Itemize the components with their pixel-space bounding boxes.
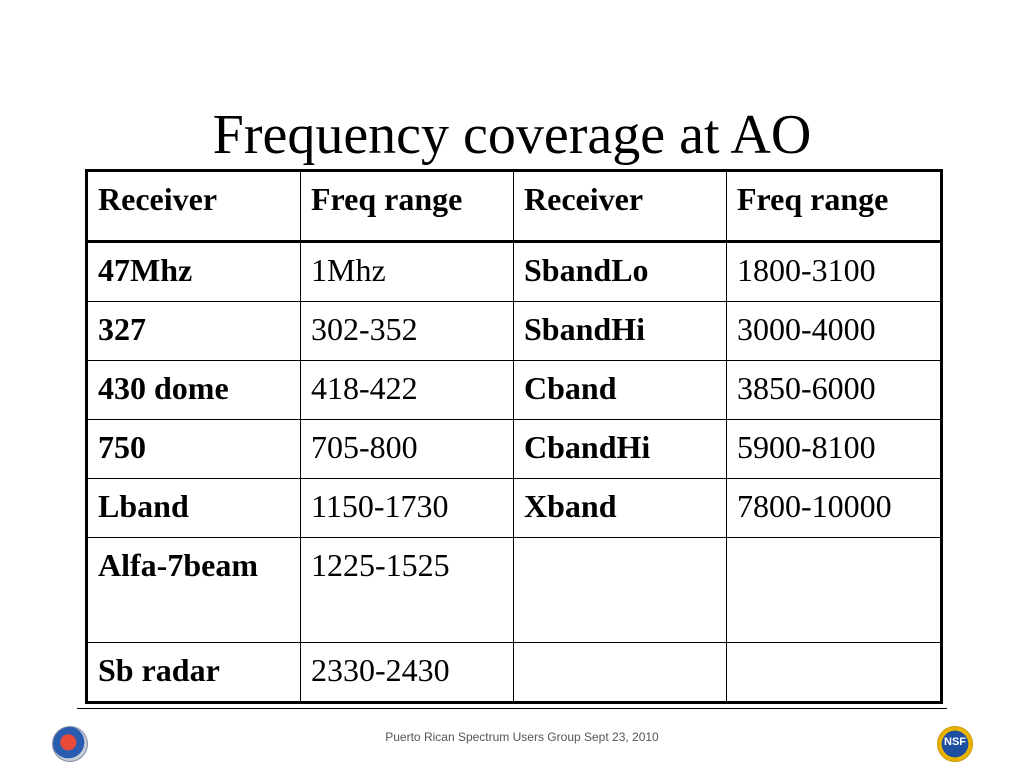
slide-title: Frequency coverage at AO xyxy=(212,104,812,166)
freq-range-cell: 3000-4000 xyxy=(727,302,942,361)
footer-text: Puerto Rican Spectrum Users Group Sept 23, 2010 xyxy=(385,730,659,744)
footer-divider xyxy=(77,708,947,709)
receiver-cell: 430 dome xyxy=(87,361,301,420)
receiver-cell: Cband xyxy=(514,361,727,420)
freq-range-cell xyxy=(727,538,942,643)
table-row xyxy=(87,420,942,479)
freq-range-cell: 7800-10000 xyxy=(727,479,942,538)
table-row xyxy=(87,643,942,703)
freq-range-cell: 3850-6000 xyxy=(727,361,942,420)
nsf-logo-text: NSF xyxy=(944,736,966,748)
freq-range-cell: 1225-1525 xyxy=(301,538,514,643)
receiver-cell: CbandHi xyxy=(514,420,727,479)
receiver-cell: SbandLo xyxy=(514,242,727,302)
frequency-table xyxy=(85,169,943,704)
freq-range-cell: 1800-3100 xyxy=(727,242,942,302)
receiver-cell: 750 xyxy=(87,420,301,479)
header-freq-range-2: Freq range xyxy=(727,171,942,242)
table-row xyxy=(87,242,942,302)
table-row xyxy=(87,538,942,643)
freq-range-cell: 5900-8100 xyxy=(727,420,942,479)
receiver-cell: Lband xyxy=(87,479,301,538)
table-header-row xyxy=(87,171,942,242)
receiver-cell: Alfa-7beam xyxy=(87,538,301,643)
freq-range-cell: 418-422 xyxy=(301,361,514,420)
receiver-cell: Sb radar xyxy=(87,643,301,703)
table-row xyxy=(87,479,942,538)
header-receiver-1: Receiver xyxy=(87,171,301,242)
freq-range-cell: 302-352 xyxy=(301,302,514,361)
freq-range-cell: 1150-1730 xyxy=(301,479,514,538)
receiver-cell: 327 xyxy=(87,302,301,361)
freq-range-cell: 2330-2430 xyxy=(301,643,514,703)
freq-range-cell: 1Mhz xyxy=(301,242,514,302)
receiver-cell xyxy=(514,538,727,643)
freq-range-cell: 705-800 xyxy=(301,420,514,479)
receiver-cell: 47Mhz xyxy=(87,242,301,302)
header-freq-range-1: Freq range xyxy=(301,171,514,242)
table-row xyxy=(87,361,942,420)
nsf-logo-icon xyxy=(937,726,973,762)
table-row xyxy=(87,302,942,361)
receiver-cell xyxy=(514,643,727,703)
header-receiver-2: Receiver xyxy=(514,171,727,242)
receiver-cell: SbandHi xyxy=(514,302,727,361)
receiver-cell: Xband xyxy=(514,479,727,538)
freq-range-cell xyxy=(727,643,942,703)
